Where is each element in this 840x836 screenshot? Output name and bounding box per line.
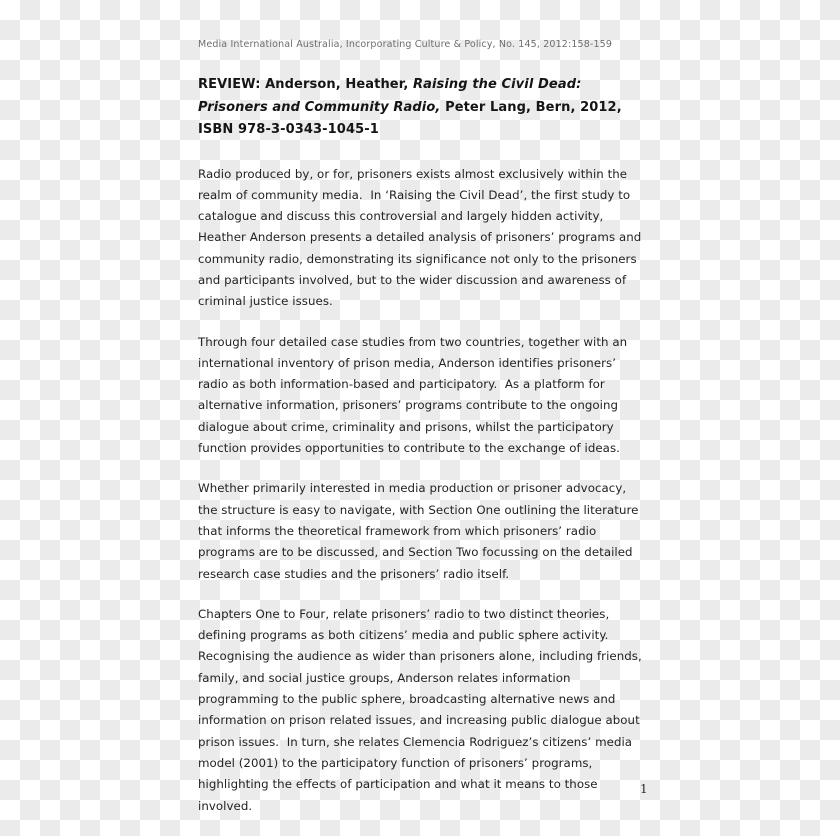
document-text-column <box>198 38 647 817</box>
paragraph-1: Radio produced by, or for, prisoners exists almost exclusively within the realm of community media. In ‘Raising the Civil Dead’, the first study to catalogue and discuss this controversial and largely hidden activity, Heather Anderson presents a detailed analysis of prisoners’ programs and community radio, demonstrating its significance not only to the prisoners and participants involved, but to the wider discussion and awareness of criminal justice issues. <box>198 166 646 309</box>
review-title-prefix: REVIEW: Anderson, Heather, <box>198 77 413 92</box>
paragraph-3: Whether primarily interested in media production or prisoner advocacy, the structure is easy to navigate, with Section One outlining the literature that informs the theoretical framework from which prisoners’ radio programs are to be discussed, and Section Two focussing on the detailed research case studies and the prisoners’ radio itself. <box>198 481 643 581</box>
journal-citation-header: Media International Australia, Incorporating Culture & Policy, No. 145, 2012:158-159 <box>198 39 613 50</box>
review-book-title: Raising the Civil Dead: Prisoners and Community Radio, <box>198 77 582 115</box>
review-title-suffix: Peter Lang, Bern, 2012, ISBN 978-3-0343-1045-1 <box>198 99 622 137</box>
paragraph-2: Through four detailed case studies from two countries, together with an international inventory of prison media, Anderson identifies prisoners’ radio as both information-based and participatory. As a platform for alternative information, prisoners’ programs contribute to the ongoing dialogue about crime, criminality and prisons, whilst the participatory function provides opportunities to contribute to the exchange of ideas. <box>198 334 631 456</box>
page-number: 1 <box>640 782 648 796</box>
review-title <box>198 74 647 142</box>
paragraph-4: Chapters One to Four, relate prisoners’ radio to two distinct theories, defining programs as both citizens’ media and public sphere activity. Recognising the audience as wider than prisoners alone, including friends, family, and social justice groups, Anderson relates information programming to the public sphere, broadcasting alternative news and information on prison related issues, and increasing public dialogue about prison issues. In turn, she relates Clemencia Rodriguez’s citizens’ media model (2001) to the participatory function of prisoners’ programs, highlighting the effects of participation and what it means to those involved. <box>198 606 646 813</box>
